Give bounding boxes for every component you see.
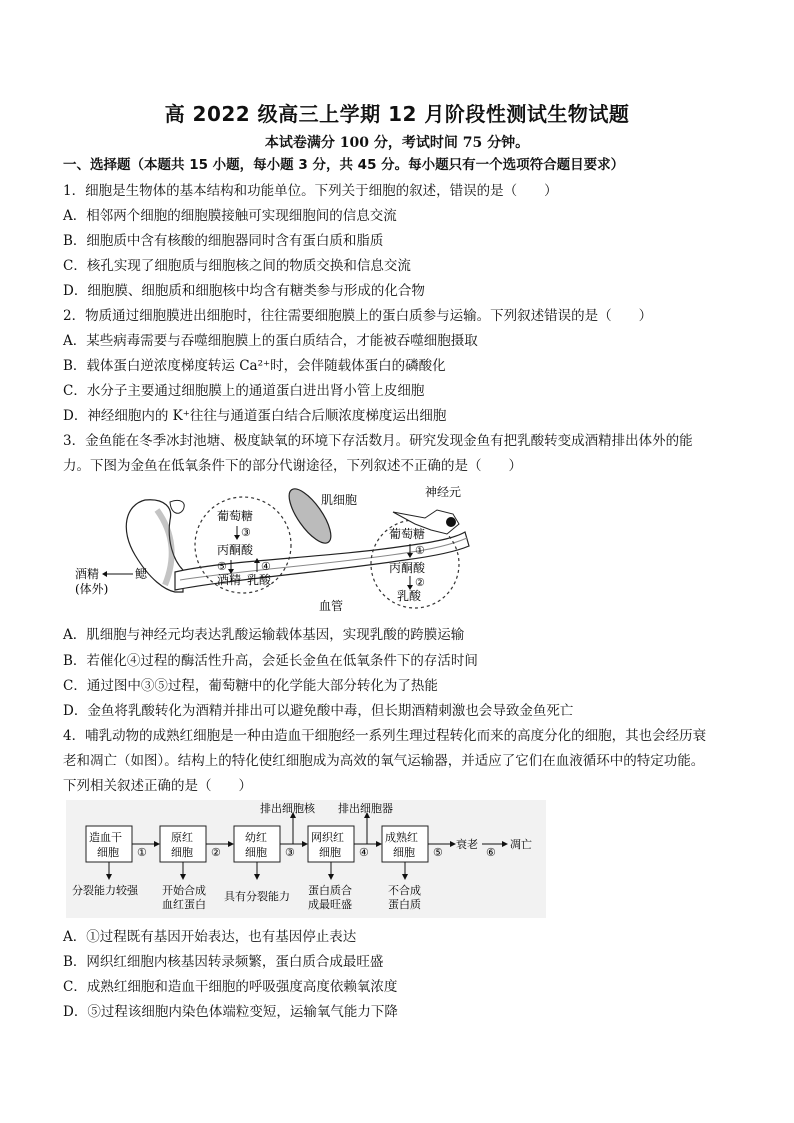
label-body-outside: (体外) (75, 582, 109, 596)
label-apoptosis: 凋亡 (510, 838, 532, 851)
q1-option-b: B．细胞质中含有核酸的细胞器同时含有蛋白质和脂质 (63, 233, 384, 249)
box-mature-line2: 细胞 (393, 846, 415, 859)
box-hsc-line1: 造血干 (89, 831, 122, 844)
gill-tip (170, 500, 184, 513)
q4-stem-line1: 4．哺乳动物的成熟红细胞是一种由造血干细胞经一系列生理过程转化而来的高度分化的细胞，其也会经历衰 (63, 728, 707, 744)
q3-option-a: A．肌细胞与神经元均表达乳酸运输载体基因，实现乳酸的跨膜运输 (63, 627, 465, 643)
step-2: ② (211, 846, 221, 859)
label-muscle-cell: 肌细胞 (321, 493, 358, 507)
q2-option-b: B．载体蛋白逆浓度梯度转运 Ca²⁺时，会伴随载体蛋白的磷酸化 (63, 358, 446, 374)
box-hsc-line2: 细胞 (97, 846, 119, 859)
box-ret-line2: 细胞 (319, 846, 341, 859)
label-glucose-left: 葡萄糖 (217, 509, 254, 523)
note-ret-line1: 蛋白质合 (308, 884, 352, 897)
box-ery-line1: 幼红 (245, 831, 267, 844)
q2-option-d: D．神经细胞内的 K⁺往往与通道蛋白结合后顺浓度梯度运出细胞 (63, 408, 447, 424)
note-hsc: 分裂能力较强 (72, 884, 138, 897)
q1-option-a: A．相邻两个细胞的细胞膜接触可实现细胞间的信息交流 (63, 208, 397, 224)
q1-option-d: D．细胞膜、细胞质和细胞核中均含有糖类参与形成的化合物 (63, 283, 425, 299)
label-glucose-right: 葡萄糖 (389, 527, 426, 541)
step-3: ③ (285, 846, 295, 859)
label-aging: 衰老 (456, 838, 478, 851)
label-lactate-right: 乳酸 (397, 589, 422, 603)
label-expel-nucleus: 排出细胞核 (260, 802, 315, 815)
q3-option-d: D．金鱼将乳酸转化为酒精并排出可以避免酸中毒，但长期酒精刺激也会导致金鱼死亡 (63, 703, 574, 719)
q2-option-c: C．水分子主要通过细胞膜上的通道蛋白进出肾小管上皮细胞 (63, 383, 425, 399)
step-4: ④ (359, 846, 369, 859)
note-pro-line2: 血红蛋白 (162, 898, 206, 911)
q4-option-a: A．①过程既有基因开始表达，也有基因停止表达 (63, 929, 357, 945)
q4-option-c: C．成熟红细胞和造血干细胞的呼吸强度高度依赖氧浓度 (63, 979, 398, 995)
label-step5: ⑤ (217, 560, 227, 573)
note-mature-line1: 不合成 (388, 884, 421, 897)
label-step4: ④ (261, 560, 271, 573)
box-pro-line2: 细胞 (171, 846, 193, 859)
q2-stem: 2．物质通过细胞膜进出细胞时，往往需要细胞膜上的蛋白质参与运输。下列叙述错误的是（ ） (63, 308, 653, 324)
section-heading: 一、选择题（本题共 15 小题，每小题 3 分，共 45 分。每小题只有一个选项符合题目要求） (63, 157, 625, 173)
label-lactate-left: 乳酸 (247, 573, 272, 587)
q3-stem-line1: 3．金鱼能在冬季冰封池塘、极度缺氧的环境下存活数月。研究发现金鱼有把乳酸转变成酒精排出体外的能 (63, 433, 693, 449)
box-ret-line1: 网织红 (311, 831, 344, 844)
box-mature-line1: 成熟红 (385, 831, 418, 844)
step-5: ⑤ (433, 846, 443, 859)
label-expel-organelles: 排出细胞器 (338, 802, 393, 815)
exam-info: 本试卷满分 100 分，考试时间 75 分钟。 (264, 135, 530, 151)
page-title: 高 2022 级高三上学期 12 月阶段性测试生物试题 (164, 102, 630, 126)
label-pyruvate-right: 丙酮酸 (389, 561, 426, 575)
label-pyruvate-left: 丙酮酸 (217, 543, 254, 557)
label-step1: ① (415, 544, 425, 557)
goldfish-metabolism-figure (75, 480, 495, 620)
label-alcohol-out: 酒精 (75, 567, 100, 581)
label-step2: ② (415, 576, 425, 589)
step-6: ⑥ (486, 846, 496, 859)
step-1: ① (137, 846, 147, 859)
label-vessel: 血管 (319, 599, 344, 613)
note-pro-line1: 开始合成 (162, 884, 206, 897)
red-blood-cell-figure (66, 800, 546, 918)
q1-stem: 1．细胞是生物体的基本结构和功能单位。下列关于细胞的叙述，错误的是（ ） (63, 183, 558, 199)
note-mature-line2: 蛋白质 (388, 898, 421, 911)
q3-stem-line2: 力。下图为金鱼在低氧条件下的部分代谢途径，下列叙述不正确的是（ ） (63, 458, 522, 474)
neuron-nucleus (446, 517, 456, 527)
label-step3: ③ (241, 526, 251, 539)
q4-option-d: D．⑤过程该细胞内染色体端粒变短，运输氧气能力下降 (63, 1004, 398, 1020)
note-erythroblast: 具有分裂能力 (224, 890, 290, 903)
q4-stem-line2: 老和凋亡（如图）。结构上的特化使红细胞成为高效的氧气运输器，并适应了它们在血液循环中的特定功能。 (63, 753, 705, 769)
label-alcohol-left: 酒精 (217, 573, 242, 587)
box-ery-line2: 细胞 (245, 846, 267, 859)
q1-option-c: C．核孔实现了细胞质与细胞核之间的物质交换和信息交流 (63, 258, 411, 274)
q4-option-b: B．网织红细胞内核基因转录频繁，蛋白质合成最旺盛 (63, 954, 384, 970)
q2-option-a: A．某些病毒需要与吞噬细胞膜上的蛋白质结合，才能被吞噬细胞摄取 (63, 333, 478, 349)
q3-option-c: C．通过图中③⑤过程，葡萄糖中的化学能大部分转化为了热能 (63, 678, 438, 694)
q3-option-b: B．若催化④过程的酶活性升高，会延长金鱼在低氧条件下的存活时间 (63, 653, 478, 669)
note-ret-line2: 成最旺盛 (308, 898, 352, 911)
label-neuron: 神经元 (425, 485, 462, 499)
label-gill: 鳃 (135, 567, 148, 581)
q4-stem-line3: 下列相关叙述正确的是（ ） (63, 778, 252, 794)
box-pro-line1: 原红 (171, 831, 193, 844)
